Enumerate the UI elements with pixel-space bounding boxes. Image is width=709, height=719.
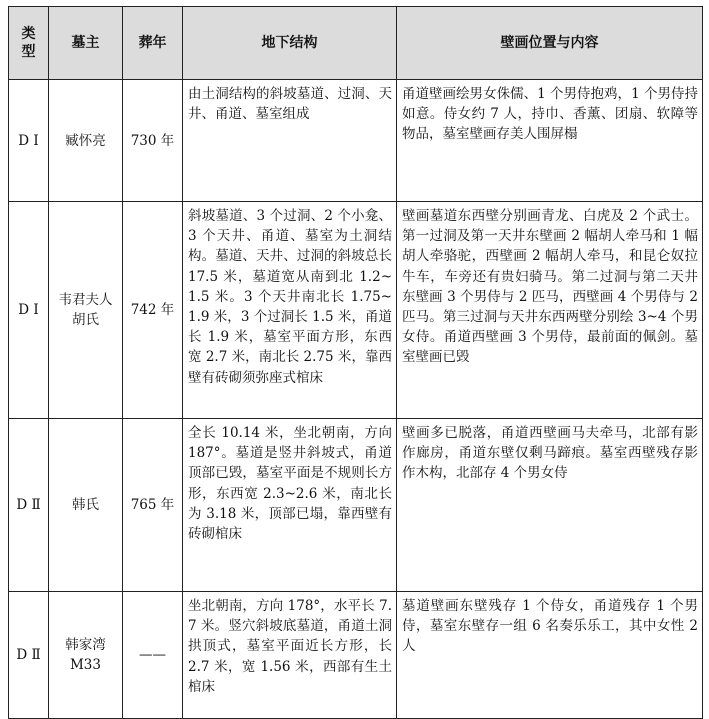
header-owner: 墓主 xyxy=(49,7,123,80)
header-year: 葬年 xyxy=(123,7,183,80)
cell-structure: 由土洞结构的斜坡墓道、过洞、天井、甬道、墓室组成 xyxy=(183,80,397,202)
cell-structure: 全长 10.14 米，坐北朝南，方向 187°。墓道是竖井斜坡式，甬道顶部已毁，墓室平面是不规则长方形，东西宽 2.3~2.6 米，南北长为 3.18 米，顶部已塌，靠西壁有砖砌棺床 xyxy=(183,419,397,592)
cell-type: D Ⅱ xyxy=(9,592,49,719)
cell-murals: 壁画墓道东西壁分别画青龙、白虎及 2 个武士。第一过洞及第一天井东壁画 2 幅胡人牵马和 1 幅胡人牵骆驼，西壁画 2 幅胡人牵马，和昆仑奴拉牛车，车旁还有贵妇骑马。第二过洞与第二天井东壁画 3 个男侍与 2 匹马，西壁画 4 个男侍与 2 匹马。第三过洞与天井东西两壁分别绘 3~4 个男女侍。甬道西壁画 3 个男侍，最前面的佩剑。墓室壁画已毁 xyxy=(397,202,703,419)
cell-murals: 墓道壁画东壁残存 1 个侍女，甬道残存 1 个男侍，墓室东壁存一组 6 名奏乐乐工，其中女性 2 人 xyxy=(397,592,703,719)
header-structure: 地下结构 xyxy=(183,7,397,80)
table-row xyxy=(9,202,703,419)
tomb-murals-table xyxy=(8,6,703,719)
cell-structure: 斜坡墓道、3 个过洞、2 个小龛、3 个天井、甬道、墓室为土洞结构。墓道、天井、过洞的斜坡总长 17.5 米，墓道宽从南到北 1.2~1.5 米。3 个天井南北长 1.75~1.9 米，3 个过洞长 1.5 米，甬道长 1.9 米，墓室平面方形，东西宽 2.7 米，南北长 2.75 米，靠西壁有砖砌须弥座式棺床 xyxy=(183,202,397,419)
cell-structure: 坐北朝南，方向 178°，水平长 7.7 米。竖穴斜坡底墓道，甬道土洞拱顶式，墓室平面近长方形，长 2.7 米，宽 1.56 米，西部有生土棺床 xyxy=(183,592,397,719)
cell-type: D Ⅰ xyxy=(9,80,49,202)
cell-owner: 臧怀亮 xyxy=(49,80,123,202)
cell-owner: 韩氏 xyxy=(49,419,123,592)
table-row xyxy=(9,80,703,202)
cell-owner: 韦君夫人胡氏 xyxy=(49,202,123,419)
header-type: 类型 xyxy=(9,7,49,80)
table-row xyxy=(9,419,703,592)
cell-murals: 甬道壁画绘男女侏儒、1 个男侍抱鸡，1 个男侍持如意。侍女约 7 人，持巾、香薰、团扇、软障等物品，墓室壁画存美人围屏榻 xyxy=(397,80,703,202)
cell-year: 742 年 xyxy=(123,202,183,419)
cell-type: D Ⅱ xyxy=(9,419,49,592)
cell-murals: 壁画多已脱落，甬道西壁画马夫牵马，北部有影作廊房，甬道东壁仅剩马蹄痕。墓室西壁残存影作木构，北部存 4 个男女侍 xyxy=(397,419,703,592)
cell-owner: 韩家湾 M33 xyxy=(49,592,123,719)
cell-year: 730 年 xyxy=(123,80,183,202)
cell-year: —— xyxy=(123,592,183,719)
header-row xyxy=(9,7,703,80)
cell-type: D Ⅰ xyxy=(9,202,49,419)
cell-year: 765 年 xyxy=(123,419,183,592)
table-row xyxy=(9,592,703,719)
header-murals: 壁画位置与内容 xyxy=(397,7,703,80)
